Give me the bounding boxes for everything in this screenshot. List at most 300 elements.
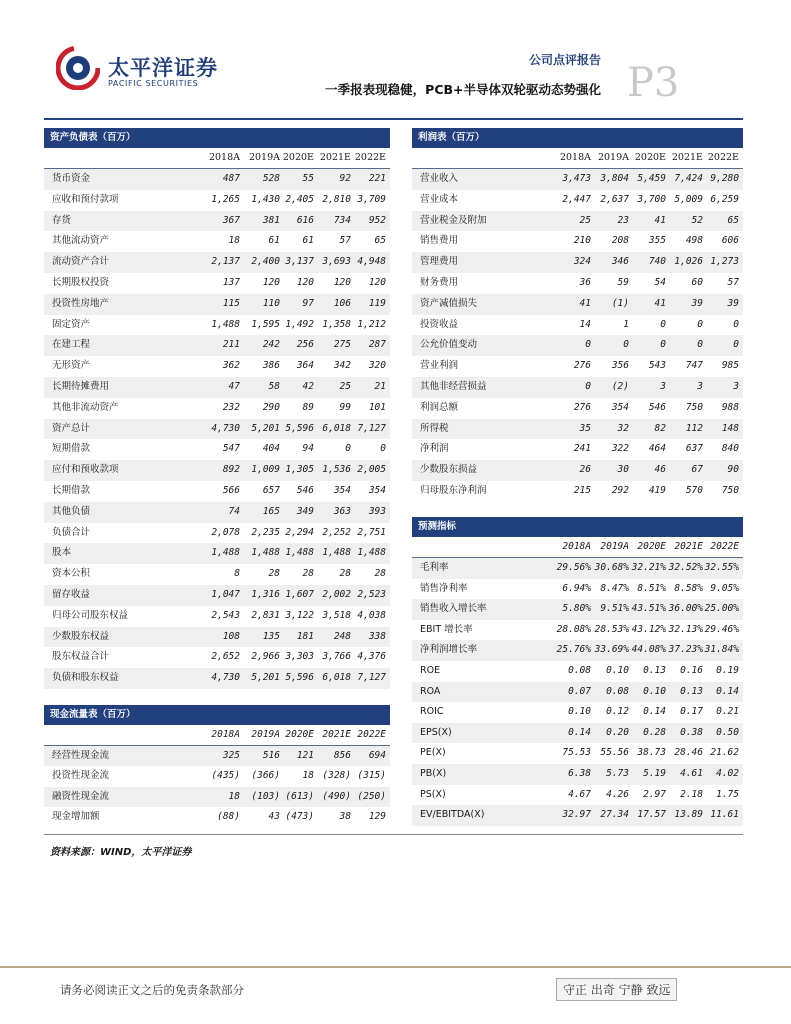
row-value: 221 — [368, 173, 386, 184]
year-header: 2021E — [322, 729, 351, 740]
row-value: 6,018 — [322, 672, 351, 684]
row-label: 管理费用 — [420, 256, 459, 268]
row-value: 1,536 — [322, 464, 351, 476]
row-value: 3,700 — [637, 193, 666, 205]
row-label: 净利润 — [420, 443, 449, 455]
row-value: 5.73 — [606, 767, 629, 779]
row-value: 211 — [222, 339, 240, 351]
row-value: 165 — [262, 505, 280, 517]
row-value: 3,303 — [285, 651, 314, 663]
row-value: 287 — [368, 339, 386, 351]
row-value: 61 — [268, 235, 280, 247]
row-value: 120 — [296, 276, 314, 288]
year-header: 2022E — [710, 541, 739, 552]
row-value: 4,730 — [211, 422, 240, 434]
table-row — [412, 356, 743, 377]
row-value: 546 — [296, 484, 314, 496]
row-value: 2,235 — [251, 526, 280, 538]
table-row — [412, 169, 743, 190]
row-value: 210 — [573, 235, 591, 247]
table-row — [44, 606, 390, 627]
row-value: 47 — [228, 380, 240, 392]
row-value: 346 — [611, 256, 629, 268]
row-value: 750 — [721, 484, 739, 496]
row-value: 740 — [648, 256, 666, 268]
row-value: 566 — [222, 484, 240, 496]
row-value: 0 — [380, 443, 386, 455]
row-value: 28.53% — [594, 623, 629, 635]
row-value: 363 — [333, 505, 351, 517]
table-row — [44, 211, 390, 232]
row-label: 其他负债 — [52, 505, 91, 517]
table-title: 资产负债表（百万） — [44, 128, 390, 148]
year-header: 2021E — [671, 152, 703, 163]
row-value: 6,259 — [710, 193, 739, 205]
row-value: 747 — [685, 360, 703, 372]
row-value: 750 — [685, 401, 703, 413]
row-value: (366) — [251, 770, 280, 782]
row-value: 1,358 — [322, 318, 351, 330]
row-value: 60 — [691, 276, 703, 288]
row-value: 28.08% — [556, 623, 591, 635]
row-value: 25.76% — [556, 644, 591, 656]
table-row — [412, 785, 743, 806]
table-row — [412, 439, 743, 460]
row-label: 流动资产合计 — [52, 256, 110, 268]
table-row — [44, 335, 390, 356]
year-header: 2018A — [559, 152, 591, 163]
row-value: 43.51% — [631, 603, 666, 615]
row-label: EV/EBITDA(X) — [420, 809, 485, 821]
row-value: (88) — [217, 811, 240, 823]
row-value: 570 — [685, 484, 703, 496]
row-value: 65 — [374, 235, 386, 247]
row-value: 616 — [296, 214, 314, 226]
row-value: 338 — [368, 630, 386, 642]
row-label: PS(X) — [420, 788, 446, 800]
row-value: 2,543 — [211, 609, 240, 621]
table-row — [44, 564, 390, 585]
row-label: 存货 — [52, 214, 72, 226]
table-row — [412, 231, 743, 252]
row-value: 840 — [721, 443, 739, 455]
year-header: 2020E — [637, 541, 666, 552]
row-value: 31.84% — [704, 644, 739, 656]
report-title: 一季报表现稳健，PCB+半导体双轮驱动态势强化 — [325, 82, 601, 97]
year-header: 2019A — [600, 541, 629, 552]
row-value: 547 — [222, 443, 240, 455]
table-row — [412, 558, 743, 579]
table-row — [412, 579, 743, 600]
row-value: 120 — [333, 276, 351, 288]
row-value: 0.14 — [643, 706, 666, 718]
row-label: 其他非经营损益 — [420, 380, 487, 392]
row-label: EBIT 增长率 — [420, 623, 473, 635]
table-row — [412, 460, 743, 481]
company-logo — [56, 46, 218, 96]
row-value: 1,273 — [710, 256, 739, 268]
row-value: 4.67 — [568, 788, 591, 800]
table-row — [44, 543, 390, 564]
table-row — [44, 585, 390, 606]
row-value: 2,005 — [357, 464, 386, 476]
row-value: 1,488 — [285, 547, 314, 559]
table-row — [412, 335, 743, 356]
row-value: 1,595 — [251, 318, 280, 330]
row-label: 净利润增长率 — [420, 644, 478, 656]
row-value: 3 — [697, 380, 703, 392]
row-value: 89 — [302, 401, 314, 413]
row-value: 1,607 — [285, 588, 314, 600]
row-value: 325 — [222, 750, 240, 761]
row-value: 606 — [721, 235, 739, 247]
row-label: 资产总计 — [52, 422, 91, 434]
row-value: 3,473 — [562, 173, 591, 184]
row-value: 41 — [654, 297, 666, 309]
row-value: 110 — [262, 297, 280, 309]
disclaimer-text: 请务必阅读正文之后的免责条款部分 — [60, 983, 244, 997]
row-value: 4.26 — [606, 788, 629, 800]
table-row — [44, 398, 390, 419]
table-row — [412, 599, 743, 620]
row-value: 27.34 — [600, 809, 629, 821]
table-row — [44, 481, 390, 502]
table-row — [412, 481, 743, 502]
row-label: 利润总额 — [420, 401, 459, 413]
row-value: 1,488 — [322, 547, 351, 559]
row-value: 1,265 — [211, 193, 240, 205]
row-value: 67 — [691, 464, 703, 476]
row-value: 276 — [573, 360, 591, 372]
table-row — [412, 723, 743, 744]
row-label: 在建工程 — [52, 339, 91, 351]
table-row — [412, 764, 743, 785]
year-header: 2020E — [282, 152, 314, 163]
row-label: 无形资产 — [52, 360, 91, 372]
row-value: 275 — [333, 339, 351, 351]
row-value: 0 — [585, 380, 591, 392]
row-value: 354 — [611, 401, 629, 413]
table-row — [412, 805, 743, 826]
row-value: 6.94% — [562, 582, 591, 594]
row-value: 0.17 — [680, 706, 703, 718]
row-value: 1.75 — [716, 788, 739, 800]
row-value: 5,201 — [251, 422, 280, 434]
row-label: 经营性现金流 — [52, 750, 110, 761]
row-value: 1,488 — [357, 547, 386, 559]
row-value: 112 — [685, 422, 703, 434]
row-value: 5,459 — [637, 173, 666, 184]
row-label: 营业成本 — [420, 193, 459, 205]
row-value: 3,122 — [285, 609, 314, 621]
source-divider — [44, 834, 743, 835]
table-row — [44, 627, 390, 648]
row-value: 0.08 — [606, 685, 629, 697]
row-value: (435) — [211, 770, 240, 782]
row-value: 5,596 — [285, 672, 314, 684]
row-value: 41 — [654, 214, 666, 226]
row-value: 65 — [727, 214, 739, 226]
row-label: 留存收益 — [52, 588, 91, 600]
year-header: 2019A — [251, 729, 280, 740]
row-value: 8.47% — [600, 582, 629, 594]
row-value: 498 — [685, 235, 703, 247]
row-value: 74 — [228, 505, 240, 517]
table-row — [412, 273, 743, 294]
row-value: 32.55% — [704, 562, 739, 573]
row-label: 现金增加额 — [52, 811, 100, 823]
row-value: 28 — [268, 568, 280, 580]
row-value: (315) — [357, 770, 386, 782]
table-row — [44, 377, 390, 398]
row-value: 25.00% — [704, 603, 739, 615]
row-value: 90 — [727, 464, 739, 476]
year-header: 2018A — [562, 541, 591, 552]
row-value: 39 — [727, 297, 739, 309]
row-value: 9.51% — [600, 603, 629, 615]
row-value: (103) — [251, 790, 280, 802]
row-label: 货币资金 — [52, 173, 91, 184]
row-value: 1,305 — [285, 464, 314, 476]
row-value: 2,810 — [322, 193, 351, 205]
row-label: 销售费用 — [420, 235, 459, 247]
table-row — [44, 460, 390, 481]
row-value: 75.53 — [562, 747, 591, 759]
row-label: 长期待摊费用 — [52, 380, 110, 392]
row-value: 21.62 — [710, 747, 739, 759]
row-value: 208 — [611, 235, 629, 247]
row-value: 36.00% — [668, 603, 703, 615]
row-label: 归母股东净利润 — [420, 484, 487, 496]
row-value: 37.23% — [668, 644, 703, 656]
row-value: (490) — [322, 790, 351, 802]
row-value: 54 — [654, 276, 666, 288]
table-row — [44, 502, 390, 523]
row-value: 59 — [617, 276, 629, 288]
row-value: 0 — [623, 339, 629, 351]
row-value: 135 — [262, 630, 280, 642]
row-value: 4,038 — [357, 609, 386, 621]
logo-text-cn: 太平洋证券 — [108, 56, 218, 80]
table-row — [44, 315, 390, 336]
row-label: ROIC — [420, 706, 444, 718]
company-motto: 守正 出奇 宁静 致远 — [556, 978, 677, 1001]
row-value: 0.13 — [643, 664, 666, 676]
row-value: 8 — [234, 568, 240, 580]
row-value: 404 — [262, 443, 280, 455]
row-value: 8.51% — [637, 582, 666, 594]
table-header-row — [44, 725, 390, 746]
row-value: 516 — [262, 750, 280, 761]
row-label: 归母公司股东权益 — [52, 609, 129, 621]
table-title: 预测指标 — [412, 517, 743, 537]
row-label: PE(X) — [420, 747, 446, 759]
year-header: 2019A — [597, 152, 629, 163]
row-value: 39 — [691, 297, 703, 309]
row-value: 5,596 — [285, 422, 314, 434]
row-value: 1,488 — [211, 318, 240, 330]
table-row — [44, 787, 390, 807]
row-value: 349 — [296, 505, 314, 517]
row-label: 融资性现金流 — [52, 790, 110, 802]
row-label: 少数股东权益 — [52, 630, 110, 642]
row-label: 财务费用 — [420, 276, 459, 288]
row-value: 2,447 — [562, 193, 591, 205]
cash-flow-table — [44, 705, 390, 828]
year-header: 2020E — [285, 729, 314, 740]
table-title: 利润表（百万） — [412, 128, 743, 148]
row-value: 637 — [685, 443, 703, 455]
row-value: 1,009 — [251, 464, 280, 476]
row-value: 0.21 — [716, 706, 739, 718]
table-row — [412, 682, 743, 703]
row-value: 25 — [339, 380, 351, 392]
row-value: 32.13% — [668, 623, 703, 635]
row-value: 2,294 — [285, 526, 314, 538]
row-value: 1,316 — [251, 588, 280, 600]
row-value: 3,804 — [600, 173, 629, 184]
row-label: 股东权益合计 — [52, 651, 110, 663]
table-title: 现金流量表（百万） — [44, 705, 390, 725]
row-value: 42 — [302, 380, 314, 392]
table-row — [44, 668, 390, 689]
row-value: 5.19 — [643, 767, 666, 779]
row-value: 2,523 — [357, 588, 386, 600]
table-row — [412, 190, 743, 211]
row-value: 292 — [611, 484, 629, 496]
row-value: 32.52% — [668, 562, 703, 573]
row-value: 6.38 — [568, 767, 591, 779]
row-value: 393 — [368, 505, 386, 517]
row-label: 固定资产 — [52, 318, 91, 330]
row-label: 股本 — [52, 547, 72, 559]
row-value: 322 — [611, 443, 629, 455]
row-value: 18 — [228, 235, 240, 247]
row-value: 5,201 — [251, 672, 280, 684]
table-row — [44, 419, 390, 440]
row-value: 29.56% — [556, 562, 591, 573]
year-header: 2021E — [319, 152, 351, 163]
row-value: 0.14 — [716, 685, 739, 697]
row-value: 3,766 — [322, 651, 351, 663]
row-value: 9,280 — [710, 173, 739, 184]
row-value: 694 — [368, 750, 386, 761]
row-value: 985 — [721, 360, 739, 372]
row-value: 367 — [222, 214, 240, 226]
table-row — [44, 273, 390, 294]
table-row — [412, 640, 743, 661]
row-value: 215 — [573, 484, 591, 496]
row-value: 0.20 — [606, 726, 629, 738]
row-label: 其他流动资产 — [52, 235, 110, 247]
row-value: 0.28 — [643, 726, 666, 738]
row-value: 26 — [579, 464, 591, 476]
row-value: 364 — [296, 360, 314, 372]
row-value: (1) — [611, 297, 629, 309]
row-value: 892 — [222, 464, 240, 476]
balance-sheet-table — [44, 128, 390, 689]
row-value: 386 — [262, 360, 280, 372]
row-value: 1,047 — [211, 588, 240, 600]
row-value: 0.50 — [716, 726, 739, 738]
row-value: 52 — [691, 214, 703, 226]
row-value: 419 — [648, 484, 666, 496]
logo-text-en: PACIFIC SECURITIES — [108, 79, 199, 88]
row-value: 11.61 — [710, 809, 739, 821]
table-row — [44, 807, 390, 827]
table-row — [44, 294, 390, 315]
row-value: 464 — [648, 443, 666, 455]
row-value: 543 — [648, 360, 666, 372]
row-value: 4,948 — [357, 256, 386, 268]
row-value: 1,430 — [251, 193, 280, 205]
row-value: 354 — [368, 484, 386, 496]
row-value: 120 — [262, 276, 280, 288]
row-value: 3,709 — [357, 193, 386, 205]
row-value: 0.38 — [680, 726, 703, 738]
row-value: 61 — [302, 235, 314, 247]
row-value: 0 — [660, 318, 666, 330]
row-label: 应收和预付款项 — [52, 193, 119, 205]
row-label: 其他非流动资产 — [52, 401, 119, 413]
row-value: 3,518 — [322, 609, 351, 621]
row-value: 0 — [660, 339, 666, 351]
row-value: 17.57 — [637, 809, 666, 821]
row-value: 2,252 — [322, 526, 351, 538]
row-value: 0 — [733, 339, 739, 351]
row-label: 毛利率 — [420, 562, 449, 573]
row-value: 8.58% — [674, 582, 703, 594]
row-value: 43 — [268, 811, 280, 823]
row-value: 120 — [368, 276, 386, 288]
row-value: 0.19 — [716, 664, 739, 676]
row-value: 1,026 — [674, 256, 703, 268]
row-value: 256 — [296, 339, 314, 351]
table-row — [412, 294, 743, 315]
row-value: 33.69% — [594, 644, 629, 656]
row-label: 营业税金及附加 — [420, 214, 487, 226]
row-value: 232 — [222, 401, 240, 413]
row-value: 0 — [345, 443, 351, 455]
row-label: 应付和预收款项 — [52, 464, 119, 476]
row-value: 5,009 — [674, 193, 703, 205]
table-row — [412, 419, 743, 440]
row-label: 短期借款 — [52, 443, 91, 455]
row-value: (328) — [322, 770, 351, 782]
row-value: 82 — [654, 422, 666, 434]
row-value: 97 — [302, 297, 314, 309]
table-row — [412, 211, 743, 232]
row-value: 129 — [368, 811, 386, 823]
row-value: 1 — [623, 318, 629, 330]
row-value: 2,751 — [357, 526, 386, 538]
row-value: (473) — [285, 811, 314, 823]
row-value: 988 — [721, 401, 739, 413]
row-label: 投资收益 — [420, 318, 459, 330]
table-row — [44, 746, 390, 766]
year-header: 2018A — [211, 729, 240, 740]
table-row — [44, 647, 390, 668]
row-label: 资产减值损失 — [420, 297, 478, 309]
year-header: 2018A — [208, 152, 240, 163]
row-value: 1,212 — [357, 318, 386, 330]
year-header: 2021E — [674, 541, 703, 552]
row-value: 0.16 — [680, 664, 703, 676]
row-value: 119 — [368, 297, 386, 309]
row-value: 2.97 — [643, 788, 666, 800]
row-value: 55.56 — [600, 747, 629, 759]
row-value: (2) — [611, 380, 629, 392]
